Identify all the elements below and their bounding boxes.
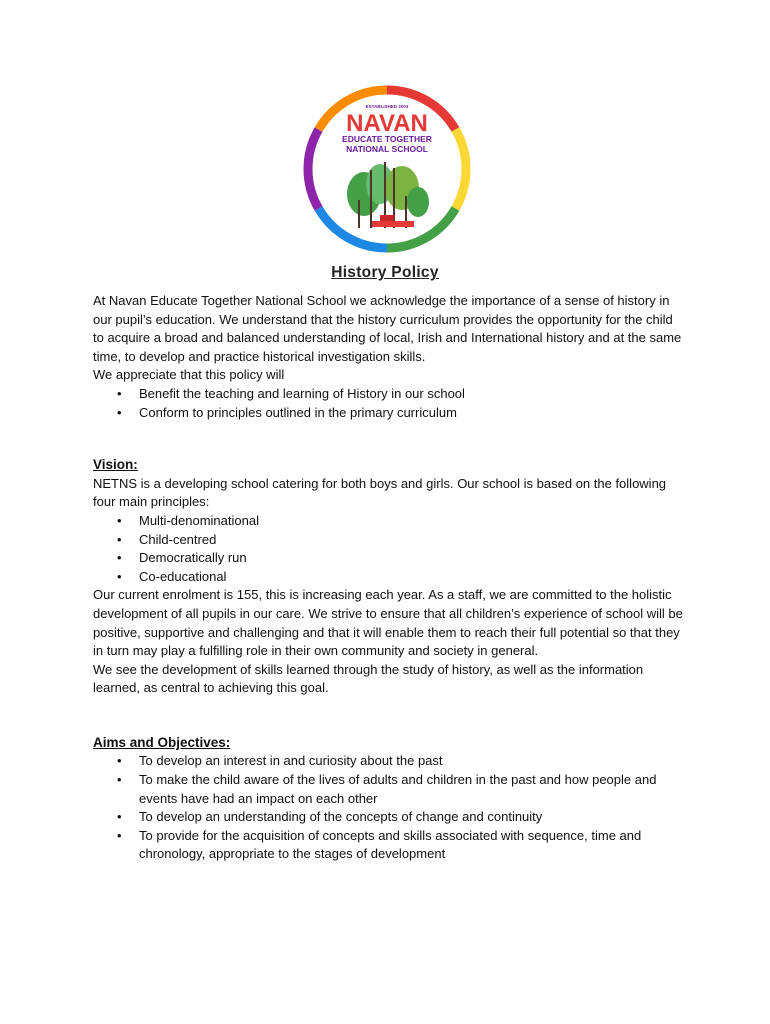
vision-paragraph-1: NETNS is a developing school catering for both boys and girls. Our school is based on the following four main principles: — [93, 475, 667, 510]
intro-appreciate-line: We appreciate that this policy will — [93, 367, 285, 383]
list-item: • Multi-denominational — [93, 512, 683, 531]
list-item: • To develop an understanding of the concepts of change and continuity — [93, 808, 683, 827]
list-item: • Child-centred — [93, 531, 683, 550]
aims-heading: Aims and Objectives: — [93, 734, 231, 750]
logo-line2-text: NATIONAL SCHOOL — [346, 144, 428, 154]
logo-name-text: NAVAN — [346, 110, 428, 137]
list-item: • To develop an interest in and curiosity about the past — [93, 752, 683, 771]
intro-paragraph: At Navan Educate Together National School we acknowledge the importance of a sense of history in our pupil’s education. We understand that the history curriculum provides the opportunity for the child to acquire a broad and balanced understanding of local, Irish and International history and at the same time, to develop and practice historical investigation skills. — [93, 293, 682, 364]
intro-bullet-list — [93, 385, 683, 422]
list-item: • Co-educational — [93, 568, 683, 587]
school-logo — [302, 84, 472, 254]
list-item: • To provide for the acquisition of concepts and skills associated with sequence, time and chronology, appropriate to the stages of development — [93, 827, 683, 864]
logo-established-text: ESTABLISHED 2003 — [365, 104, 409, 109]
vision-paragraph-3: We see the development of skills learned through the study of history, as well as the information learned, as central to achieving this goal. — [93, 661, 644, 696]
list-item: • Democratically run — [93, 549, 683, 568]
vision-heading: Vision: — [93, 457, 138, 473]
aims-bullet-list — [93, 752, 683, 864]
document-body — [93, 292, 683, 864]
logo-line1-text: EDUCATE TOGETHER — [342, 134, 432, 144]
list-item: • Conform to principles outlined in the primary curriculum — [93, 404, 683, 423]
vision-bullet-list — [93, 512, 683, 586]
vision-paragraph-2: Our current enrolment is 155, this is increasing each year. As a staff, we are committed to the holistic development of all pupils in our care. We strive to ensure that all children’s experience of school will be positive, supportive and challenging and that it will enable them to reach their full potential so that they in turn may play a fulfilling role in their own community and society in general. — [93, 587, 683, 659]
page-title: History Policy — [331, 264, 439, 281]
list-item: • To make the child aware of the lives of adults and children in the past and how people and events have had an impact on each other — [93, 771, 683, 808]
list-item: • Benefit the teaching and learning of History in our school — [93, 385, 683, 404]
